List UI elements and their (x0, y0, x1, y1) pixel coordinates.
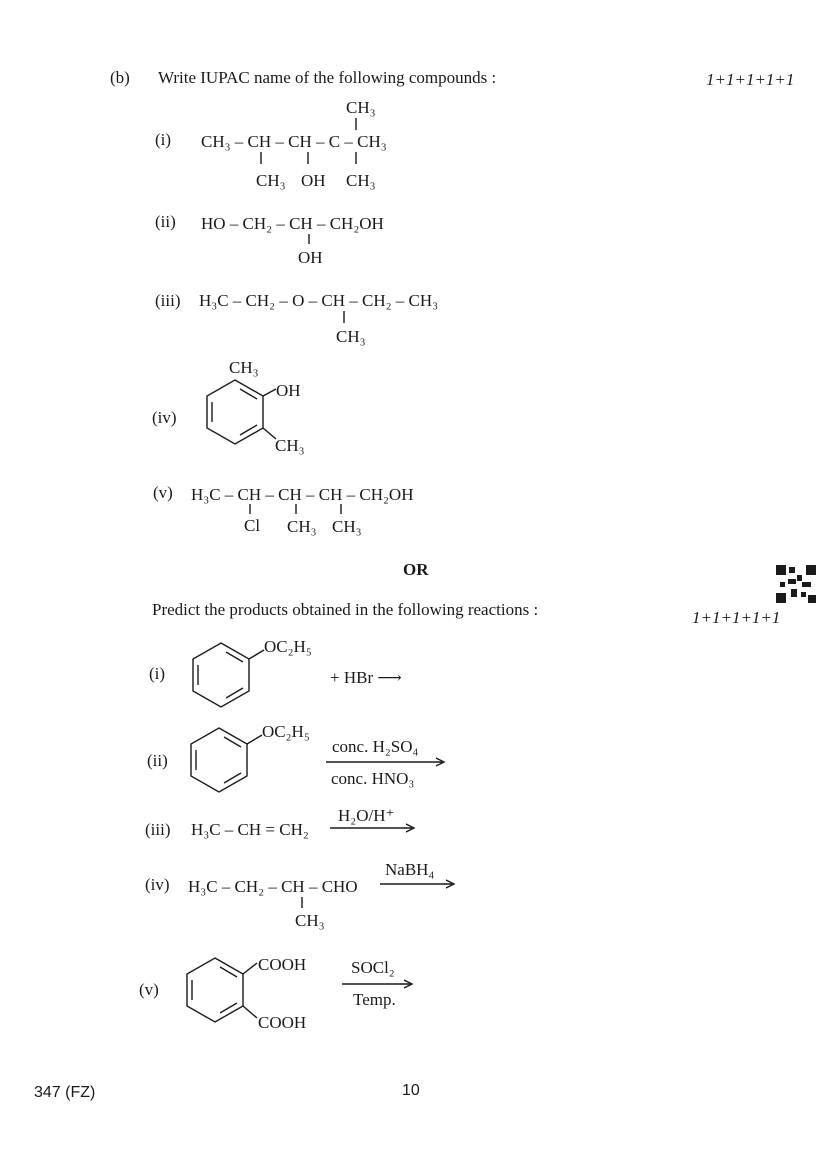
substituent: OH (298, 248, 323, 267)
substituent: CH₃ (256, 171, 286, 190)
substituent: OC₂H₅ (264, 637, 312, 656)
substituent: OH (301, 171, 326, 190)
item-label: (iii) (155, 291, 181, 310)
item-label: (ii) (147, 751, 168, 770)
item-label: (v) (153, 483, 173, 502)
reagent-below: conc. HNO₃ (331, 769, 415, 788)
reagent-above: H₂O/H⁺ (338, 806, 395, 825)
page-number: 10 (402, 1082, 420, 1099)
or-divider: OR (403, 560, 429, 579)
main-chain: HO – CH₂ – CH – CH₂OH (201, 214, 384, 233)
reagent-above: NaBH₄ (385, 860, 435, 879)
section-question: Write IUPAC name of the following compounds : (158, 68, 497, 87)
substituent: CH₃ (229, 358, 259, 377)
substituent: CH₃ (346, 171, 376, 190)
item-label: (iv) (152, 408, 177, 427)
substituent: CH₃ (346, 98, 376, 117)
main-chain: H₃C – CH – CH – CH – CH₂OH (191, 485, 414, 504)
substituent: CH₃ (336, 327, 366, 346)
substituent: OH (276, 381, 301, 400)
substituent: COOH (258, 1013, 307, 1032)
substituent: OC₂H₅ (262, 722, 310, 741)
substituent: CH₃ (295, 911, 325, 930)
item-label: (iii) (145, 820, 171, 839)
reactant: H₃C – CH = CH₂ (191, 820, 309, 839)
substituent: CH₃ (287, 517, 317, 536)
section-label: (b) (110, 68, 130, 87)
paper-code: 347 (FZ) (34, 1084, 96, 1101)
main-chain: H₃C – CH₂ – O – CH – CH₂ – CH₃ (199, 291, 439, 310)
item-label: (i) (149, 664, 166, 683)
reagent-above: conc. H₂SO₄ (332, 737, 419, 756)
substituent: Cl (244, 516, 261, 535)
item-label: (v) (139, 980, 159, 999)
reagent: + HBr ⟶ (330, 668, 402, 687)
reagent-above: SOCl₂ (351, 958, 395, 977)
item-label: (iv) (145, 875, 170, 894)
substituent: COOH (258, 955, 307, 974)
item-label: (i) (155, 130, 172, 149)
predict-question: Predict the products obtained in the following reactions : (152, 600, 539, 619)
item-label: (ii) (155, 212, 176, 231)
reactant: H₃C – CH₂ – CH – CHO (188, 877, 358, 896)
substituent: CH₃ (332, 517, 362, 536)
reagent-below: Temp. (353, 990, 396, 1009)
marks-label: 1+1+1+1+1 (692, 608, 781, 627)
marks-label: 1+1+1+1+1 (706, 70, 795, 89)
main-chain: CH₃ – CH – CH – C – CH₃ (201, 132, 387, 151)
substituent: CH₃ (275, 436, 305, 455)
